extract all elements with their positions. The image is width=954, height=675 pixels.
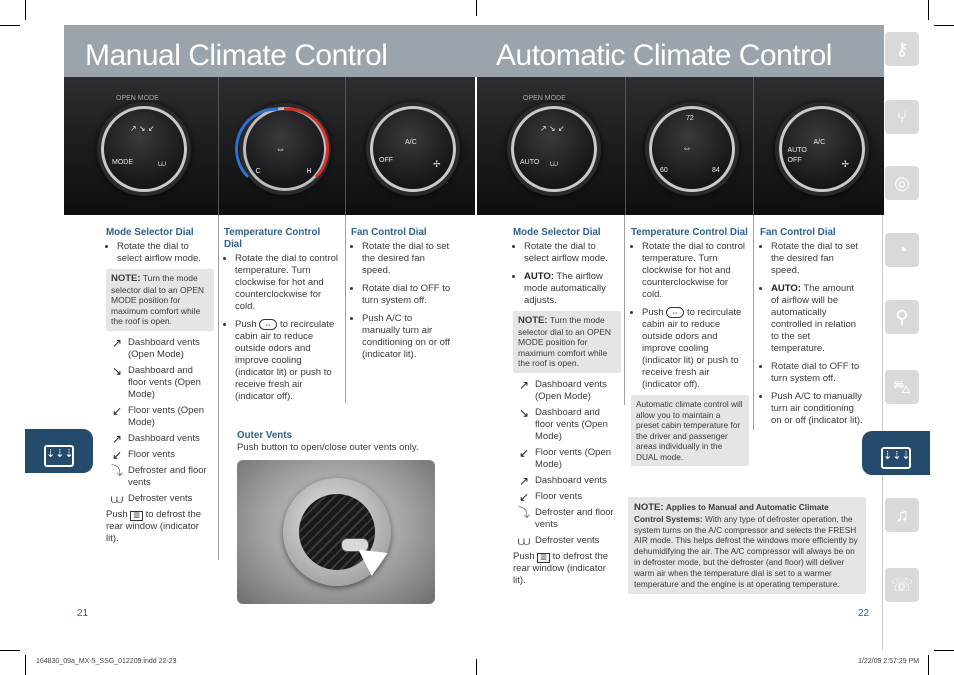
crop-mark	[25, 0, 26, 20]
bullet: • Rotate dial to OFF to turn system off.	[771, 361, 864, 385]
note-label: NOTE:	[518, 315, 548, 326]
magnifier-icon[interactable]: ⚲	[885, 300, 919, 334]
crop-mark	[476, 659, 477, 675]
section-heading: Temperature Control Dial	[224, 227, 321, 250]
gauges-icon[interactable]: ◔	[885, 233, 919, 267]
list-item: ↗ Dashboard vents	[513, 475, 621, 487]
list-item: ⤵ Defroster and floor vents	[513, 507, 621, 531]
list-item: ↙ Floor vents	[106, 449, 214, 461]
dial-label-mode: MODE	[112, 159, 133, 166]
dial-label-open-mode: OPEN MODE	[523, 95, 566, 102]
defroster-icon: ⩊	[517, 533, 531, 548]
phone-icon[interactable]: ☏	[885, 568, 919, 602]
crop-mark	[0, 25, 20, 26]
rear-defrost-icon: ▥	[130, 511, 143, 521]
vent-tab-icon: ⇣⇣⇣	[44, 445, 74, 467]
auto-temp-column	[631, 227, 749, 466]
section-heading: Mode Selector Dial	[513, 227, 601, 238]
fan-dial	[370, 106, 456, 192]
defrost-icon: ⩊	[158, 159, 167, 168]
manual-temp-column	[224, 227, 340, 409]
dashboard-vent-icon: ↗	[518, 473, 530, 488]
manual-controls-photo	[64, 77, 475, 215]
info-box: Automatic climate control will allow you to maintain a preset cabin temperature for the driver and passenger areas individually in the DUAL mode.	[631, 395, 749, 466]
temp-arc	[218, 77, 345, 215]
crop-mark	[0, 650, 20, 651]
column-divider	[753, 215, 754, 430]
defroster-icon: ⩊	[110, 491, 124, 506]
vent-tab-icon: ⇣⇣⇣	[881, 447, 911, 469]
key-icon[interactable]: ⚷	[885, 32, 919, 66]
auto-mode-dial	[511, 106, 597, 192]
dashboard-vent-icon: ↗	[518, 377, 530, 392]
dial-vent-icon: ↗ ↘ ↙	[130, 124, 155, 133]
rear-defrost-text: Push ▥ to defrost the rear window (indicator lit).	[106, 508, 202, 544]
crop-mark	[476, 0, 477, 16]
note-box	[513, 311, 621, 373]
rear-defrost-icon: ▥	[537, 553, 550, 563]
dial-label-cold: C	[255, 168, 261, 175]
outer-vents-text: Push button to open/close outer vents only.	[237, 442, 419, 453]
fan-icon: ✢	[433, 159, 441, 169]
bullet: • Push A/C to manually turn air conditioning on or off (indicator lit).	[771, 391, 864, 427]
recirculate-icon: ⇔	[259, 319, 277, 330]
page-number-right: 22	[858, 608, 870, 619]
dial-label-60: 60	[660, 167, 668, 174]
note-box	[106, 269, 214, 331]
section-heading: Outer Vents	[237, 430, 292, 441]
bullet: • Push ⇔ to recirculate cabin air to reduce outside odors and improve cooling (indicator lit) or push to receive fresh air (indicator off).	[642, 307, 749, 391]
dial-label-84: 84	[712, 167, 720, 174]
steering-wheel-icon[interactable]: ◎	[885, 166, 919, 200]
auto-fan-column	[760, 227, 864, 433]
dial-label-ac: A/C	[813, 139, 826, 146]
dial-label-72: 72	[686, 115, 694, 122]
bullet: • Rotate the dial to set the desired fan speed.	[771, 241, 864, 277]
dial-label-auto: AUTO	[787, 147, 807, 154]
floor-vent-icon: ↙	[518, 445, 530, 460]
bullet: • Push ⇔ to recirculate cabin air to reduce outside odors and improve cooling (indicator lit) or push to receive fresh air (indicator off).	[235, 319, 340, 403]
auto-mode-column	[513, 227, 621, 587]
section-tab-right[interactable]	[862, 431, 930, 475]
outer-vent-photo	[237, 460, 435, 604]
page-title-manual: Manual Climate Control	[85, 39, 388, 72]
bullet: • Rotate the dial to select airflow mode.	[117, 241, 214, 265]
floor-vent-icon: ↙	[518, 489, 530, 504]
list-item: ↗ Dashboard vents (Open Mode)	[106, 337, 214, 361]
crop-mark	[934, 25, 954, 26]
note-label: NOTE:	[634, 502, 664, 513]
section-heading: Mode Selector Dial	[106, 227, 194, 238]
auto-fan-dial	[779, 106, 865, 192]
dial-label-off: OFF	[787, 157, 802, 164]
dial-label-ac: A/C	[405, 139, 417, 146]
dial-label-auto: AUTO	[520, 159, 540, 166]
mode-dial-panel	[64, 77, 219, 215]
recirculate-icon: ⇔	[666, 307, 684, 318]
note-label: NOTE:	[111, 273, 141, 284]
dashboard-vent-icon: ↗	[111, 335, 123, 350]
auto-mode-dial-panel	[477, 77, 626, 215]
bullet: • Rotate the dial to control temperature. Turn clockwise for hot and counterclockwise for cold.	[642, 241, 749, 301]
recirculate-icon: ⇔	[275, 144, 286, 155]
bullet: • Rotate the dial to set the desired fan speed.	[362, 241, 451, 277]
manual-mode-column	[106, 227, 214, 545]
defrost-icon: ⩊	[550, 159, 559, 168]
section-heading: Fan Control Dial	[351, 227, 427, 238]
mode-dial	[101, 106, 187, 192]
column-divider	[345, 215, 346, 403]
note-text: With any type of defroster operation, the system turns on the A/C compressor and selects the FRESH AIR mode. This helps defrost the windows more efficiently by dehumidifying the air. The A/C compressor will always be on in defroster mode, but the defroster (and floor) will deliver warm air when the temperature dial is set to a warmer temperature and the engine is at operating temperature.	[634, 513, 858, 589]
auto-temp-dial	[649, 106, 735, 192]
note-text: Turn the mode selector dial to an OPEN MODE position for maximum comfort while the roof is open.	[518, 315, 612, 368]
bullet: • Push A/C to manually turn air conditioning on or off (indicator lit).	[362, 313, 451, 361]
dial-label-off: OFF	[379, 157, 393, 164]
manual-fan-column	[351, 227, 451, 367]
list-item: ↙ Floor vents (Open Mode)	[106, 405, 214, 429]
climate-note-box	[628, 497, 866, 594]
fan-icon: ✢	[841, 159, 850, 169]
car-icon[interactable]: ⛍	[885, 370, 919, 404]
page-title-automatic: Automatic Climate Control	[496, 39, 832, 72]
bullet: • AUTO: The airflow mode automatically adjusts.	[524, 271, 621, 307]
section-heading: Fan Control Dial	[760, 227, 836, 238]
note-title: Applies to Manual and Automatic Climate Control Systems:	[634, 502, 829, 524]
title-banner	[64, 25, 884, 77]
defroster-floor-vent-icon: ⤵	[517, 505, 530, 520]
footer-timestamp: 1/22/09 2:57:29 PM	[858, 658, 920, 665]
defroster-floor-vent-icon: ⤵	[110, 463, 123, 478]
seat-icon[interactable]: ⑂	[885, 100, 919, 134]
recirculate-icon: ⇔	[682, 143, 692, 154]
list-item: ⩊ Defroster vents	[513, 535, 621, 547]
bullet: • Rotate the dial to control temperature. Turn clockwise for hot and counterclockwise for cold.	[235, 253, 340, 313]
dashboard-floor-vent-icon: ↘	[111, 363, 123, 378]
list-item: ↙ Floor vents	[513, 491, 621, 503]
bullet: • AUTO: The amount of airflow will be automatically controlled in relation to the set temperature.	[771, 283, 864, 355]
dial-label-open-mode: OPEN MODE	[116, 95, 159, 102]
column-divider	[624, 215, 625, 405]
outer-vents-section	[237, 430, 467, 454]
crop-mark	[25, 655, 26, 675]
dashboard-floor-vent-icon: ↘	[518, 405, 530, 420]
list-item: ↘ Dashboard and floor vents (Open Mode)	[513, 407, 621, 443]
bullet: • Rotate dial to OFF to turn system off.	[362, 283, 451, 307]
list-item: ↙ Floor vents (Open Mode)	[513, 447, 621, 471]
note-text: Turn the mode selector dial to an OPEN MODE position for maximum comfort while the roof is open.	[111, 273, 205, 326]
crop-mark	[934, 650, 954, 651]
crop-mark	[928, 655, 929, 675]
list-item: ↗ Dashboard vents (Open Mode)	[513, 379, 621, 403]
temp-dial-panel	[218, 77, 346, 215]
crop-mark	[928, 0, 929, 20]
list-item: ⤵ Defroster and floor vents	[106, 465, 214, 489]
floor-vent-icon: ↙	[111, 403, 123, 418]
fan-dial-panel	[345, 77, 475, 215]
rear-defrost-text: Push ▥ to defrost the rear window (indicator lit).	[513, 550, 609, 586]
column-divider	[218, 215, 219, 560]
list-item: ↘ Dashboard and floor vents (Open Mode)	[106, 365, 214, 401]
footer-filename: 164830_09a_MX-5_SSG_012209.indd 22-23	[36, 658, 177, 665]
auto-fan-dial-panel	[753, 77, 884, 215]
floor-vent-icon: ↙	[111, 447, 123, 462]
page-number-left: 21	[77, 608, 89, 619]
dial-label-hot: H	[306, 168, 312, 175]
section-heading: Temperature Control Dial	[631, 227, 748, 238]
auto-temp-dial-panel	[625, 77, 754, 215]
dial-vent-icon: ↗ ↘ ↙	[540, 124, 565, 133]
dashboard-vent-icon: ↗	[111, 431, 123, 446]
list-item: ↗ Dashboard vents	[106, 433, 214, 445]
list-item: ⩊ Defroster vents	[106, 493, 214, 505]
automatic-controls-photo	[477, 77, 884, 215]
bullet: • Rotate the dial to select airflow mode.	[524, 241, 621, 265]
section-tab-left[interactable]	[25, 429, 93, 473]
music-note-icon[interactable]: ♫	[885, 498, 919, 532]
